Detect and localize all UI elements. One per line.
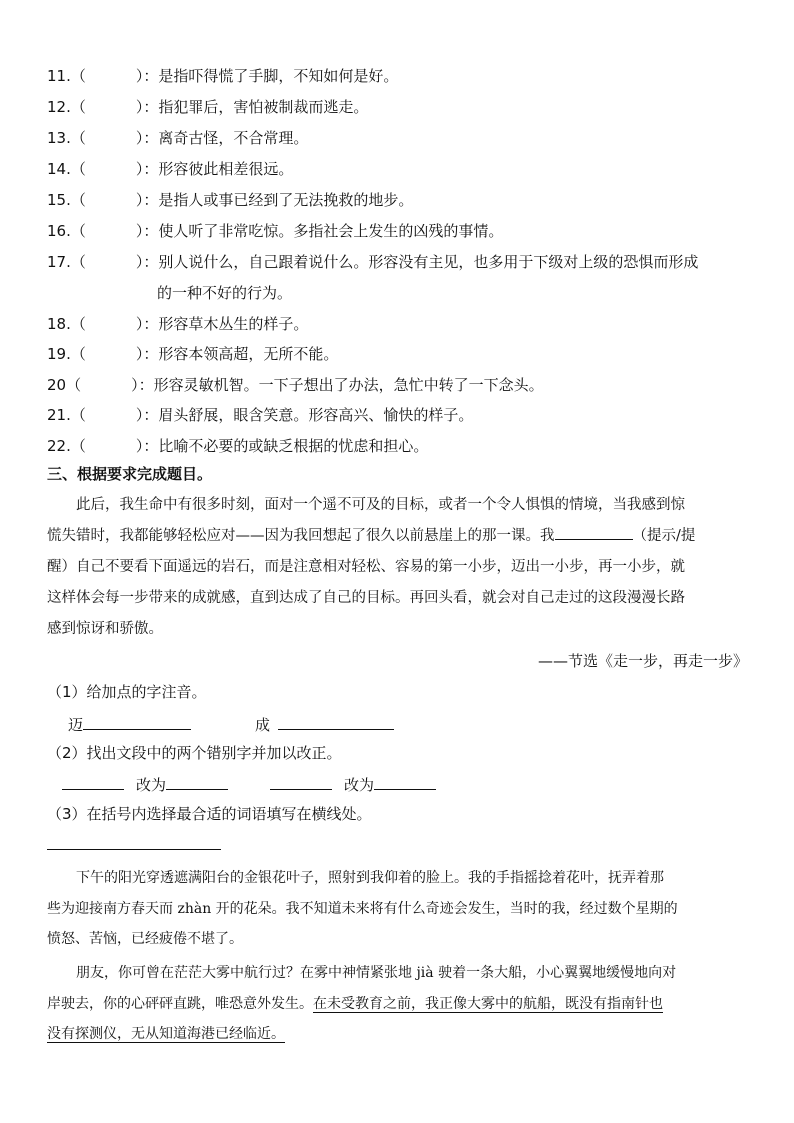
paren-close: ） xyxy=(135,345,144,363)
question-definition: ：形容草木丛生的样子。 xyxy=(143,315,309,333)
dotted-char: 迈 xyxy=(68,716,84,734)
passage-line: 这样体会每一步带来的成就感，直到达成了自己的目标。再回头看，就会对自己走过的这段漫漫长路 xyxy=(47,590,685,606)
question-number: 22.（ xyxy=(47,437,86,455)
question-definition-continued: 的一种不好的行为。 xyxy=(157,284,293,302)
paren-close: ） xyxy=(135,129,144,147)
passage-line-with-blank xyxy=(47,521,756,552)
wrong-char-blank[interactable] xyxy=(270,773,332,790)
paren-close: ） xyxy=(135,437,144,455)
change-to-label: 改为 xyxy=(344,776,375,794)
question-number: 19.（ xyxy=(47,345,86,363)
question-definition: ：使人听了非常吃惊。多指社会上发生的凶残的事情。 xyxy=(143,222,504,240)
question-definition: ：比喻不必要的或缺乏根据的忧虑和担心。 xyxy=(143,437,429,455)
question-number: 15.（ xyxy=(47,191,86,209)
pinyin-blank[interactable] xyxy=(278,713,394,730)
subquestion-3: （3）在括号内选择最合适的词语填写在横线处。 xyxy=(47,805,372,823)
question-definition: ：是指吓得慌了手脚，不知如何是好。 xyxy=(143,67,399,85)
passage-source: ——节选《走一步，再走一步》 xyxy=(537,652,748,670)
paren-close: ） xyxy=(135,67,144,85)
question-number: 18.（ xyxy=(47,315,86,333)
underlined-sentence: 没有探测仪，无从知道海港已经临近。 xyxy=(47,1026,285,1042)
passage-text: 慌失错时，我都能够轻松应对——因为我回想起了很久以前悬崖上的那一课。我 xyxy=(47,528,555,544)
question-definition: ：指犯罪后，害怕被制裁而逃走。 xyxy=(143,98,369,116)
correct-char-blank[interactable] xyxy=(166,773,228,790)
question-number: 17.（ xyxy=(47,253,86,271)
passage-line: 愤怒、苦恼，已经疲倦不堪了。 xyxy=(47,931,243,947)
question-number: 14.（ xyxy=(47,160,86,178)
question-number: 13.（ xyxy=(47,129,86,147)
passage-text: 岸驶去，你的心砰砰直跳，唯恐意外发生。 xyxy=(47,996,313,1012)
question-14 xyxy=(47,159,293,179)
paren-close: ） xyxy=(135,98,144,116)
question-definition: ：形容灵敏机智。一下子想出了办法，急忙中转了一下念头。 xyxy=(138,376,544,394)
paren-close: ） xyxy=(135,315,144,333)
passage-line: 醒）自己不要看下面遥远的岩石，而是注意相对轻松、容易的第一小步，迈出一小步，再一小步，就 xyxy=(47,559,685,575)
passage-line-underlined xyxy=(47,989,756,1020)
correction-row xyxy=(62,773,436,795)
passage-line: 些为迎接南方春天而 zhàn 开的花朵。我不知道未来将有什么奇迹会发生，当时的我，经过数个星期的 xyxy=(47,901,678,917)
question-13 xyxy=(47,128,308,148)
pinyin-blank[interactable] xyxy=(83,713,191,730)
question-15 xyxy=(47,190,413,210)
question-18 xyxy=(47,314,308,334)
question-definition: ：离奇古怪，不合常理。 xyxy=(143,129,309,147)
question-16 xyxy=(47,221,503,241)
question-17-continuation xyxy=(157,283,292,303)
paren-close: ） xyxy=(135,406,144,424)
paren-close: ） xyxy=(135,253,144,271)
wrong-char-blank[interactable] xyxy=(62,773,124,790)
question-definition: ：是指人或事已经到了无法挽救的地步。 xyxy=(143,191,414,209)
subquestion-2: （2）找出文段中的两个错别字并加以改正。 xyxy=(47,744,342,762)
answer-blank[interactable] xyxy=(555,523,633,540)
question-19 xyxy=(47,344,338,364)
answer-line[interactable] xyxy=(47,849,221,850)
underlined-sentence: 在未受教育之前，我正像大雾中的航船，既没有指南针也 xyxy=(313,996,663,1012)
question-22 xyxy=(47,436,428,456)
question-number: 16.（ xyxy=(47,222,86,240)
paren-close: ） xyxy=(135,160,144,178)
question-definition: ：别人说什么，自己跟着说什么。形容没有主见，也多用于下级对上级的恐惧而形成 xyxy=(143,253,699,271)
passage-line: 下午的阳光穿透遮满阳台的金银花叶子，照射到我仰着的脸上。我的手指摇捻着花叶，抚弄着那 xyxy=(76,870,664,886)
question-12 xyxy=(47,97,368,117)
pinyin-row xyxy=(68,713,394,735)
question-definition: ：形容彼此相差很远。 xyxy=(143,160,294,178)
paren-close: ） xyxy=(135,222,144,240)
passage-line: 感到惊讶和骄傲。 xyxy=(47,621,163,637)
question-11 xyxy=(47,66,398,86)
question-21 xyxy=(47,405,473,425)
question-definition: ：形容本领高超，无所不能。 xyxy=(143,345,339,363)
passage-text: （提示/提 xyxy=(632,528,696,544)
subquestion-1: （1）给加点的字注音。 xyxy=(47,683,207,701)
change-to-label: 改为 xyxy=(136,776,167,794)
question-number: 11.（ xyxy=(47,67,86,85)
dotted-char: 成 xyxy=(255,716,271,734)
paren-close: ） xyxy=(131,376,139,394)
passage-line: 朋友，你可曾在茫茫大雾中航行过？在雾中神情紧张地 jià 驶着一条大船，小心翼翼地缓慢地向对 xyxy=(76,965,677,981)
question-20 xyxy=(47,375,544,395)
question-17 xyxy=(47,252,698,272)
section-heading: 三、根据要求完成题目。 xyxy=(47,465,213,483)
passage-line: 此后，我生命中有很多时刻，面对一个遥不可及的目标，或者一个令人惧惧的情境，当我感到惊 xyxy=(76,497,685,513)
paren-close: ） xyxy=(135,191,144,209)
correct-char-blank[interactable] xyxy=(374,773,436,790)
question-number: 21.（ xyxy=(47,406,86,424)
question-definition: ：眉头舒展，眼含笑意。形容高兴、愉快的样子。 xyxy=(143,406,474,424)
question-number: 12.（ xyxy=(47,98,86,116)
question-number: 20（ xyxy=(47,376,82,394)
